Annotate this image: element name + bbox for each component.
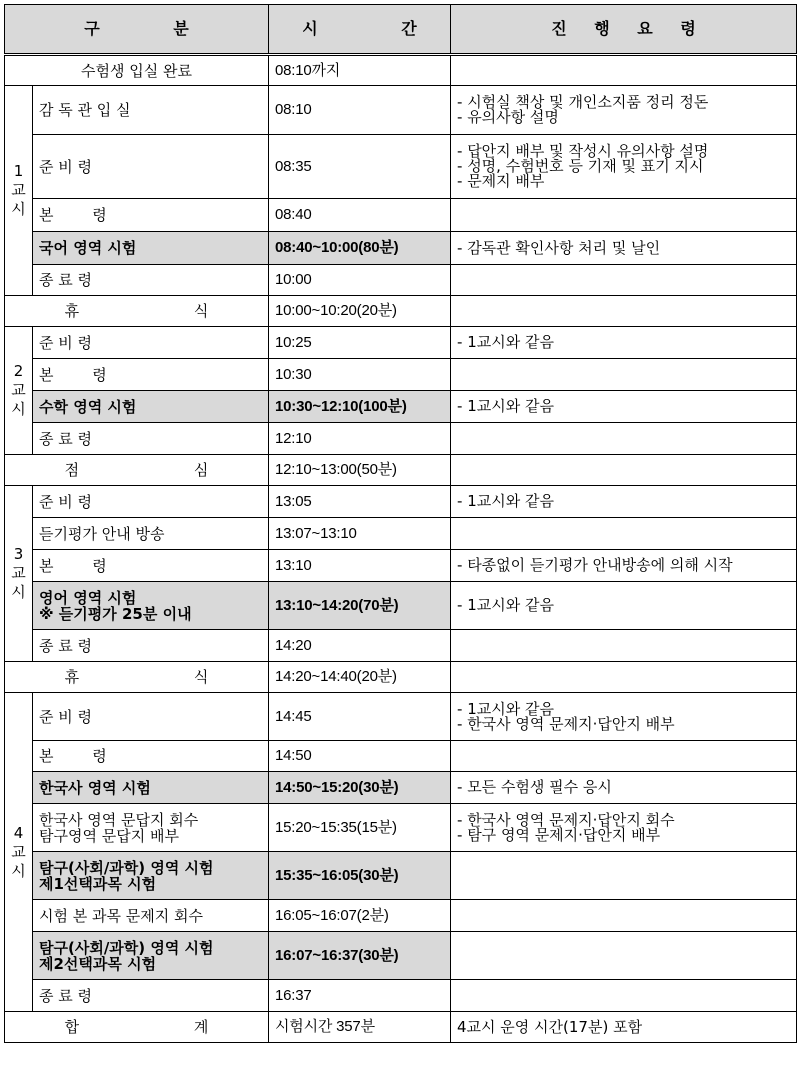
procedure-line: - 성명, 수험번호 등 기재 및 표기 지시	[457, 157, 704, 175]
item-line: 감 독 관 입 실	[39, 101, 131, 119]
schedule-row	[5, 391, 797, 423]
step-time: 08:10	[269, 86, 451, 135]
step-time: 15:20~15:35(15분)	[269, 804, 451, 852]
summary-row	[5, 455, 797, 486]
schedule-row	[5, 804, 797, 852]
header-procedure: 진 행 요 령	[451, 5, 797, 55]
procedure-line: - 1교시와 같음	[457, 397, 554, 415]
procedure-line: - 감독관 확인사항 처리 및 날인	[457, 238, 661, 257]
row-label: 휴 식	[5, 296, 269, 327]
step-procedure	[451, 772, 797, 804]
schedule-row	[5, 630, 797, 662]
procedure-line: - 답안지 배부 및 작성시 유의사항 설명	[457, 142, 709, 160]
item-line: 준 비 령	[39, 333, 93, 352]
procedure-line: - 탐구 영역 문제지·답안지 배부	[457, 825, 661, 844]
procedure-line: - 타종없이 듣기평가 안내방송에 의해 시작	[457, 556, 733, 574]
step-time: 16:37	[269, 980, 451, 1012]
period-label	[5, 86, 33, 296]
procedure-line: 4교시 운영 시간(17분) 포함	[457, 1017, 643, 1036]
item-line: 종 료 령	[39, 636, 93, 655]
item-line: 탐구(사회/과학) 영역 시험	[39, 938, 214, 957]
step-label	[33, 741, 269, 772]
schedule-row	[5, 550, 797, 582]
step-procedure	[451, 86, 797, 135]
period-label-text: 1교시	[11, 162, 26, 218]
step-time: 14:50~15:20(30분)	[269, 772, 451, 804]
step-time: 13:10~14:20(70분)	[269, 582, 451, 630]
schedule-row	[5, 86, 797, 135]
period-label-text: 3교시	[11, 545, 26, 601]
step-time: 13:05	[269, 486, 451, 518]
row-time: 14:20~14:40(20분)	[269, 662, 451, 693]
schedule-row	[5, 486, 797, 518]
step-procedure	[451, 135, 797, 199]
procedure-line: - 한국사 영역 문제지·답안지 회수	[457, 810, 675, 829]
procedure-line: - 시험실 책상 및 개인소지품 정리 정돈	[457, 93, 709, 111]
summary-row	[5, 1012, 797, 1043]
procedure-line: - 한국사 영역 문제지·답안지 배부	[457, 714, 675, 733]
step-procedure	[451, 741, 797, 772]
procedure-line: - 모든 수험생 필수 응시	[457, 778, 612, 796]
step-procedure	[451, 423, 797, 455]
step-label	[33, 86, 269, 135]
item-line: 시험 본 과목 문제지 회수	[39, 906, 203, 925]
header-row	[5, 5, 797, 55]
step-time: 13:10	[269, 550, 451, 582]
step-time: 16:07~16:37(30분)	[269, 932, 451, 980]
exam-schedule-table	[4, 4, 797, 1043]
schedule-row	[5, 932, 797, 980]
step-label	[33, 693, 269, 741]
period-label-text: 4교시	[11, 823, 26, 880]
step-procedure	[451, 359, 797, 391]
period-label	[5, 327, 33, 455]
row-procedure	[451, 55, 797, 86]
step-time: 10:30~12:10(100분)	[269, 391, 451, 423]
step-procedure	[451, 550, 797, 582]
item-line: 준 비 령	[39, 707, 93, 726]
step-label	[33, 804, 269, 852]
step-label	[33, 550, 269, 582]
procedure-line: - 문제지 배부	[457, 172, 545, 190]
step-label	[33, 630, 269, 662]
schedule-row	[5, 852, 797, 900]
step-time: 12:10	[269, 423, 451, 455]
exam-session-label	[33, 932, 269, 980]
exam-session-label	[33, 391, 269, 423]
schedule-row	[5, 980, 797, 1012]
step-label	[33, 359, 269, 391]
item-line: 탐구(사회/과학) 영역 시험	[39, 858, 214, 877]
procedure-line: - 1교시와 같음	[457, 333, 554, 351]
period-label-text: 2교시	[11, 362, 26, 418]
step-label	[33, 265, 269, 296]
row-time: 10:00~10:20(20분)	[269, 296, 451, 327]
schedule-row	[5, 741, 797, 772]
step-time: 14:50	[269, 741, 451, 772]
step-time: 10:30	[269, 359, 451, 391]
header-division: 구 분	[5, 5, 269, 55]
procedure-line: - 1교시와 같음	[457, 492, 554, 510]
item-line: 한국사 영역 문답지 회수	[39, 810, 199, 829]
step-time: 08:40	[269, 199, 451, 232]
row-label: 합 계	[5, 1012, 269, 1043]
item-line: 한국사 영역 시험	[39, 778, 151, 797]
step-time: 15:35~16:05(30분)	[269, 852, 451, 900]
row-procedure	[451, 296, 797, 327]
schedule-row	[5, 693, 797, 741]
step-procedure	[451, 900, 797, 932]
schedule-row	[5, 518, 797, 550]
item-line: 수학 영역 시험	[39, 397, 137, 416]
header-time: 시 간	[269, 5, 451, 55]
schedule-row	[5, 359, 797, 391]
item-line: 제2선택과목 시험	[39, 954, 157, 973]
item-line: 국어 영역 시험	[39, 239, 137, 257]
step-procedure	[451, 265, 797, 296]
step-procedure	[451, 232, 797, 265]
schedule-row	[5, 135, 797, 199]
step-time: 10:00	[269, 265, 451, 296]
schedule-row	[5, 199, 797, 232]
row-procedure	[451, 1012, 797, 1043]
schedule-row	[5, 232, 797, 265]
item-line: 탐구영역 문답지 배부	[39, 826, 179, 845]
step-label	[33, 900, 269, 932]
item-line: 본 령	[39, 365, 107, 384]
period-label	[5, 693, 33, 1012]
step-procedure	[451, 693, 797, 741]
row-label: 수험생 입실 완료	[5, 55, 269, 86]
step-label	[33, 423, 269, 455]
row-label: 점 심	[5, 455, 269, 486]
procedure-line: - 1교시와 같음	[457, 699, 554, 718]
item-line: 준 비 령	[39, 492, 93, 511]
step-procedure	[451, 391, 797, 423]
item-line: 본 령	[39, 206, 107, 224]
schedule-row	[5, 900, 797, 932]
procedure-line: - 유의사항 설명	[457, 108, 559, 126]
step-label	[33, 518, 269, 550]
step-procedure	[451, 804, 797, 852]
step-label	[33, 327, 269, 359]
step-label	[33, 980, 269, 1012]
row-procedure	[451, 455, 797, 486]
row-label: 휴 식	[5, 662, 269, 693]
step-label	[33, 486, 269, 518]
schedule-row	[5, 327, 797, 359]
step-procedure	[451, 852, 797, 900]
summary-row	[5, 662, 797, 693]
item-line: 듣기평가 안내 방송	[39, 524, 165, 543]
row-time: 시험시간 357분	[269, 1012, 451, 1043]
step-procedure	[451, 980, 797, 1012]
step-procedure	[451, 630, 797, 662]
row-time: 08:10까지	[269, 55, 451, 86]
step-time: 10:25	[269, 327, 451, 359]
step-procedure	[451, 327, 797, 359]
step-procedure	[451, 582, 797, 630]
exam-session-label	[33, 582, 269, 630]
schedule-body	[5, 55, 797, 1043]
step-label	[33, 199, 269, 232]
procedure-line: - 1교시와 같음	[457, 596, 554, 614]
step-label	[33, 135, 269, 199]
row-time: 12:10~13:00(50분)	[269, 455, 451, 486]
step-time: 16:05~16:07(2분)	[269, 900, 451, 932]
item-line: 종 료 령	[39, 986, 93, 1005]
step-time: 08:40~10:00(80분)	[269, 232, 451, 265]
step-procedure	[451, 932, 797, 980]
summary-row	[5, 296, 797, 327]
item-line: 본 령	[39, 747, 107, 765]
step-time: 08:35	[269, 135, 451, 199]
step-time: 13:07~13:10	[269, 518, 451, 550]
exam-session-label	[33, 772, 269, 804]
step-procedure	[451, 518, 797, 550]
exam-session-label	[33, 852, 269, 900]
period-label	[5, 486, 33, 662]
item-line: 본 령	[39, 556, 107, 575]
schedule-row	[5, 772, 797, 804]
step-time: 14:20	[269, 630, 451, 662]
schedule-row	[5, 265, 797, 296]
schedule-row	[5, 423, 797, 455]
item-line: 제1선택과목 시험	[39, 874, 157, 893]
item-line: ※ 듣기평가 25분 이내	[39, 604, 192, 623]
item-line: 준 비 령	[39, 157, 93, 176]
step-procedure	[451, 199, 797, 232]
item-line: 영어 영역 시험	[39, 588, 137, 607]
summary-row	[5, 55, 797, 86]
step-time: 14:45	[269, 693, 451, 741]
item-line: 종 료 령	[39, 429, 93, 448]
row-procedure	[451, 662, 797, 693]
schedule-row	[5, 582, 797, 630]
step-procedure	[451, 486, 797, 518]
exam-session-label	[33, 232, 269, 265]
item-line: 종 료 령	[39, 271, 93, 289]
